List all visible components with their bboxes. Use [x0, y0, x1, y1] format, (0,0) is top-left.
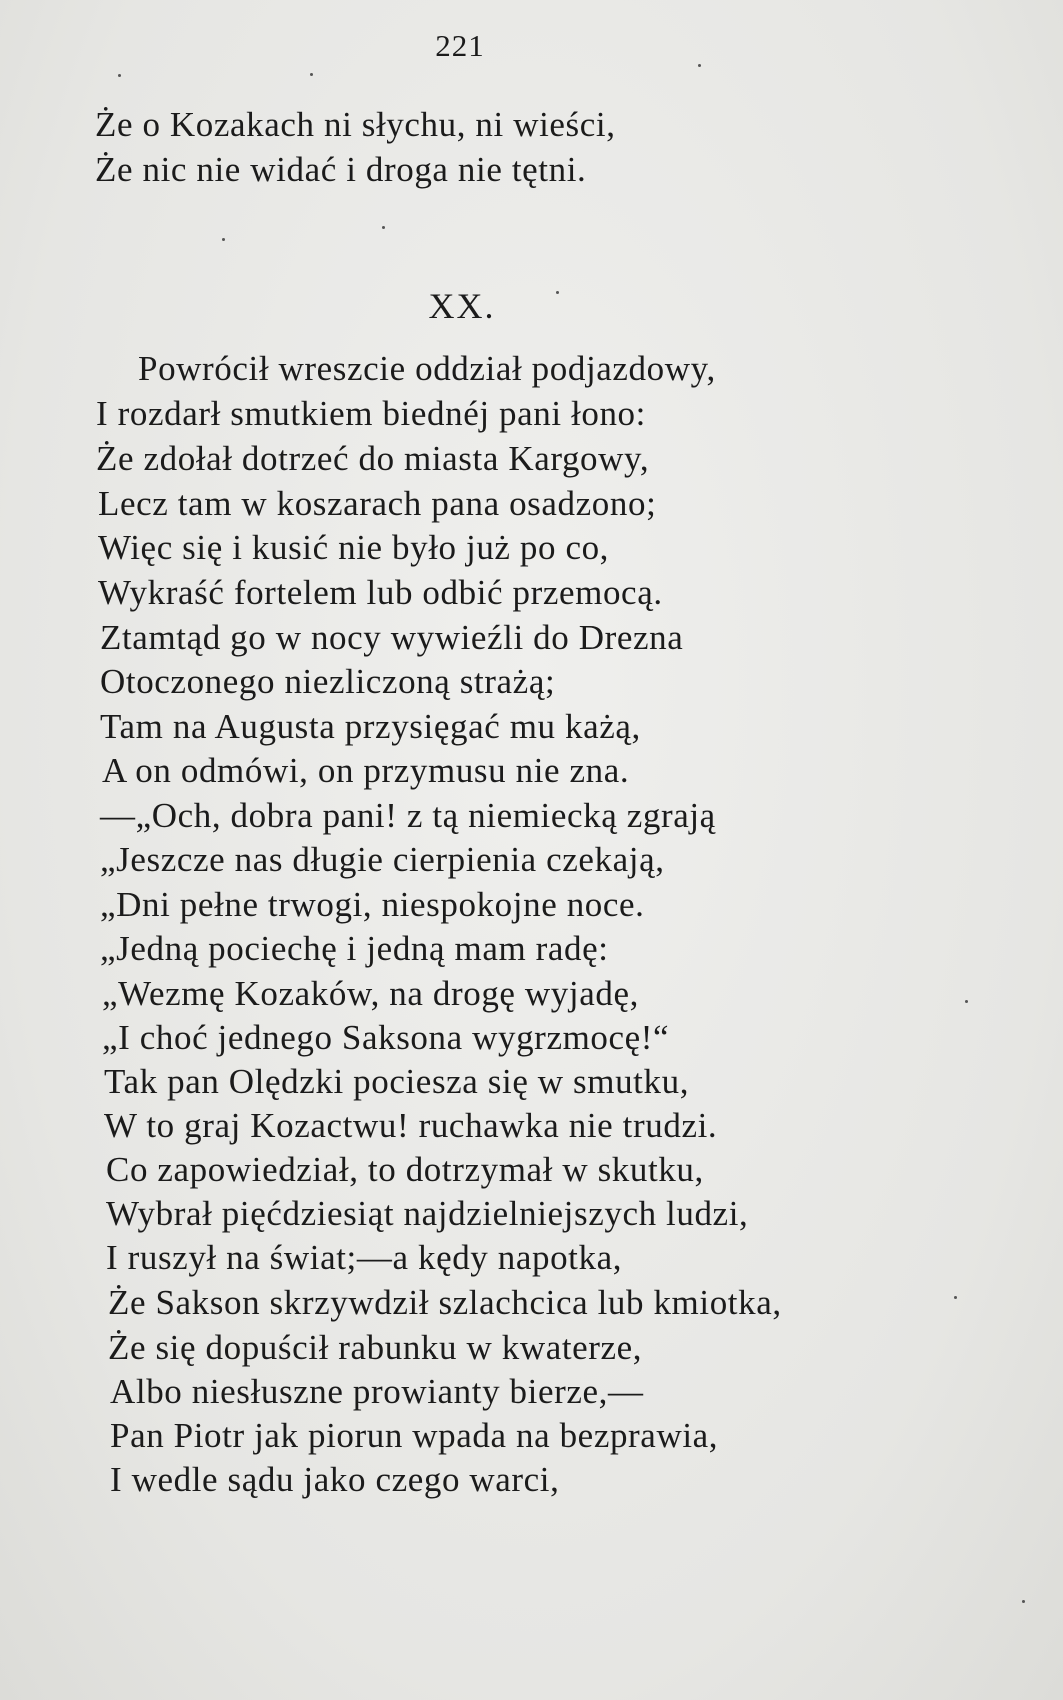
- poem-line: I rozdarł smutkiem biednéj pani łono:: [96, 394, 646, 433]
- poem-line: Że się dopuścił rabunku w kwaterze,: [108, 1328, 643, 1367]
- poem-line: Albo niesłuszne prowianty bierze,—: [110, 1372, 644, 1411]
- poem-line: Że Sakson skrzywdził szlachcica lub kmiotka,: [108, 1283, 782, 1322]
- poem-line: Otoczonego niezliczoną strażą;: [100, 662, 556, 701]
- poem-line: „I choć jednego Saksona wygrzmocę!“: [102, 1018, 670, 1057]
- poem-line: I ruszył na świat;—a kędy napotka,: [106, 1238, 623, 1277]
- paper-speck: [954, 1296, 957, 1299]
- poem-line: Ztamtąd go w nocy wywieźli do Drezna: [100, 618, 684, 657]
- poem-line: W to graj Kozactwu! ruchawka nie trudzi.: [104, 1106, 718, 1145]
- poem-line: „Jeszcze nas długie cierpienia czekają,: [100, 840, 665, 879]
- poem-line: Więc się i kusić nie było już po co,: [98, 528, 610, 567]
- paper-speck: [118, 74, 121, 77]
- poem-line: Wybrał pięćdziesiąt najdzielniejszych ludzi,: [106, 1194, 749, 1233]
- paper-speck: [382, 226, 385, 229]
- paper-speck: [965, 1000, 968, 1003]
- poem-line: A on odmówi, on przymusu nie zna.: [102, 751, 630, 790]
- paper-speck: [222, 238, 225, 241]
- poem-line: Że o Kozakach ni słychu, ni wieści,: [95, 105, 616, 144]
- paper-speck: [310, 73, 313, 76]
- poem-line: Lecz tam w koszarach pana osadzono;: [98, 484, 657, 523]
- poem-line: I wedle sądu jako czego warci,: [110, 1460, 560, 1499]
- section-heading: XX.: [428, 286, 496, 326]
- paper-speck: [556, 291, 559, 294]
- poem-line: Wykraść fortelem lub odbić przemocą.: [98, 573, 663, 612]
- poem-line: Tam na Augusta przysięgać mu każą,: [100, 707, 641, 746]
- poem-line: Że zdołał dotrzeć do miasta Kargowy,: [96, 439, 650, 478]
- poem-line: Co zapowiedział, to dotrzymał w skutku,: [106, 1150, 704, 1189]
- poem-line: —„Och, dobra pani! z tą niemiecką zgrają: [100, 796, 716, 835]
- paper-speck: [1022, 1600, 1025, 1603]
- poem-line: „Wezmę Kozaków, na drogę wyjadę,: [102, 974, 639, 1013]
- poem-line: Że nic nie widać i droga nie tętni.: [95, 150, 587, 189]
- paper-speck: [698, 64, 701, 67]
- page-number: 221: [435, 28, 485, 63]
- poem-line: Powrócił wreszcie oddział podjazdowy,: [138, 349, 716, 388]
- poem-line: „Dni pełne trwogi, niespokojne noce.: [100, 885, 645, 924]
- poem-line: „Jedną pociechę i jedną mam radę:: [100, 929, 609, 968]
- poem-line: Pan Piotr jak piorun wpada na bezprawia,: [110, 1416, 719, 1455]
- poem-line: Tak pan Olędzki pociesza się w smutku,: [104, 1062, 690, 1101]
